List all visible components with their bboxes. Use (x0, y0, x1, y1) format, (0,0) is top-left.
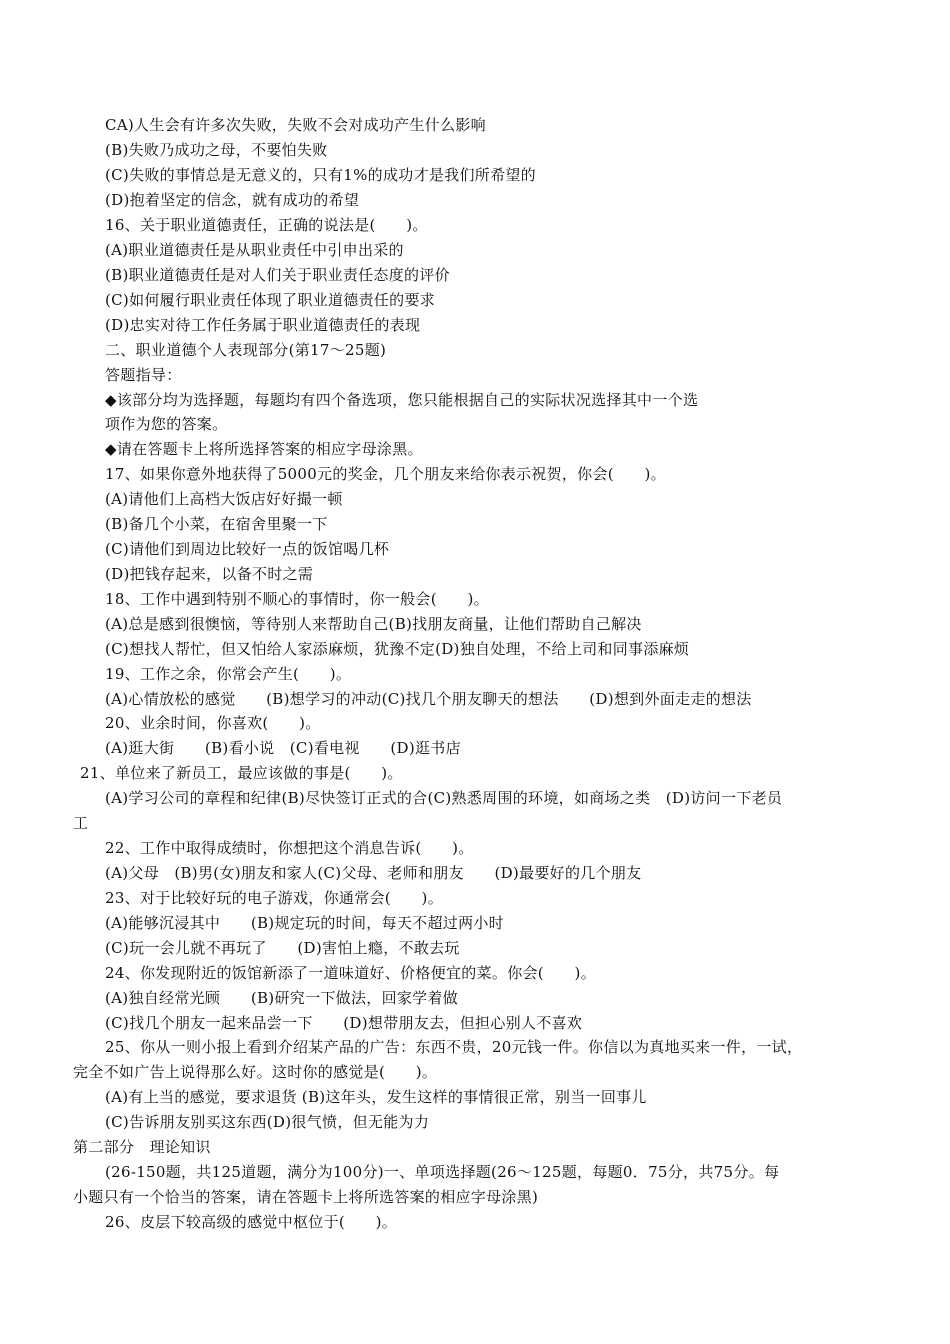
section-heading: 二、职业道德个人表现部分(第17～25题) (105, 341, 387, 359)
question-25: 25、你从一则小报上看到介绍某产品的广告：东西不贵，20元钱一件。你信以为真地买来一件，一试， (105, 1038, 803, 1056)
question-22: 22、工作中取得成绩时，你想把这个消息告诉( )。 (105, 839, 474, 857)
text-line: (A)独自经常光顾 (B)研究一下做法，回家学着做 (105, 989, 459, 1007)
question-16: 16、关于职业道德责任，正确的说法是( )。 (105, 216, 428, 234)
text-line: (A)总是感到很懊恼，等待别人来帮助自己(B)找朋友商量，让他们帮助自己解决 (105, 615, 642, 633)
text-line: CA)人生会有许多次失败，失败不会对成功产生什么影响 (105, 116, 486, 134)
text-line: (A)能够沉浸其中 (B)规定玩的时间，每天不超过两小时 (105, 914, 504, 932)
text-line: (D)把钱存起来，以备不时之需 (105, 565, 314, 583)
question-18: 18、工作中遇到特别不顺心的事情时，你一般会( )。 (105, 590, 489, 608)
text-line: (C)如何履行职业责任体现了职业道德责任的要求 (105, 291, 436, 309)
text-line: (C)请他们到周边比较好一点的饭馆喝几杯 (105, 540, 390, 558)
text-line: (A)父母 (B)男(女)朋友和家人(C)父母、老师和朋友 (D)最要好的几个朋友 (105, 864, 642, 882)
question-24: 24、你发现附近的饭馆新添了一道味道好、价格便宜的菜。你会( )。 (105, 964, 596, 982)
text-line: (C)找几个朋友一起来品尝一下 (D)想带朋友去，但担心别人不喜欢 (105, 1014, 583, 1032)
text-line: (A)逛大街 (B)看小说 (C)看电视 (D)逛书店 (105, 739, 461, 757)
text-line: 小题只有一个恰当的答案，请在答题卡上将所选答案的相应字母涂黑) (73, 1188, 539, 1206)
text-line: (B)备几个小菜，在宿舍里聚一下 (105, 515, 328, 533)
text-line: (D)抱着坚定的信念，就有成功的希望 (105, 191, 360, 209)
text-line: (26-150题，共125道题，满分为100分)一、单项选择题(26～125题，每题0．75分，共75分。每 (105, 1163, 780, 1181)
text-line: (C)想找人帮忙，但又怕给人家添麻烦，犹豫不定(D)独自处理，不给上司和同事添麻烦 (105, 640, 690, 658)
text-line: ◆该部分均为选择题，每题均有四个备选项，您只能根据自己的实际状况选择其中一个选 (105, 391, 699, 409)
text-line: (A)学习公司的章程和纪律(B)尽快签订正式的合(C)熟悉周围的环境，如商场之类 (D)访问一下老员 (105, 789, 783, 807)
text-line: (C)告诉朋友别买这东西(D)很气愤，但无能为力 (105, 1113, 430, 1131)
text-line: (A)心情放松的感觉 (B)想学习的冲动(C)找几个朋友聊天的想法 (D)想到外面走走的想法 (105, 690, 752, 708)
text-line: (B)职业道德责任是对人们关于职业责任态度的评价 (105, 266, 450, 284)
part-heading: 第二部分 理论知识 (73, 1138, 211, 1156)
text-line: (B)失败乃成功之母，不要怕失败 (105, 141, 328, 159)
question-21: 21、单位来了新员工，最应该做的事是( )。 (80, 764, 403, 782)
text-line: (D)忠实对待工作任务属于职业道德责任的表现 (105, 316, 421, 334)
instructions-label: 答题指导： (105, 366, 182, 384)
text-line: (A)请他们上高档大饭店好好撮一顿 (105, 490, 343, 508)
question-23: 23、对于比较好玩的电子游戏，你通常会( )。 (105, 889, 443, 907)
question-26: 26、皮层下较高级的感觉中枢位于( )。 (105, 1213, 398, 1231)
text-line: (A)有上当的感觉，要求退货 (B)这年头，发生这样的事情很正常，别当一回事儿 (105, 1088, 647, 1106)
text-line: (C)失败的事情总是无意义的，只有1%的成功才是我们所希望的 (105, 166, 536, 184)
question-17: 17、如果你意外地获得了5000元的奖金，几个朋友来给你表示祝贺，你会( )。 (105, 465, 666, 483)
text-line: (A)职业道德责任是从职业责任中引申出采的 (105, 241, 404, 259)
text-line: (C)玩一会儿就不再玩了 (D)害怕上瘾，不敢去玩 (105, 939, 460, 957)
text-line: 项作为您的答案。 (105, 415, 228, 433)
text-line: ◆请在答题卡上将所选择答案的相应字母涂黑。 (105, 440, 423, 458)
question-19: 19、工作之余，你常会产生( )。 (105, 665, 352, 683)
question-20: 20、业余时间，你喜欢( )。 (105, 714, 321, 732)
text-line: 完全不如广告上说得那么好。这时你的感觉是( )。 (73, 1063, 438, 1081)
text-line: 工 (73, 814, 89, 832)
